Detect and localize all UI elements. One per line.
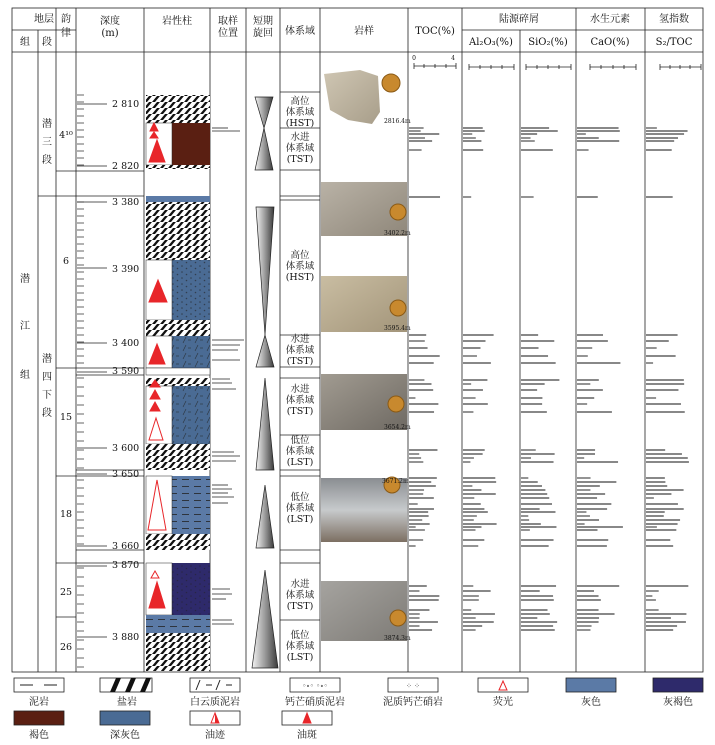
toc-scale-min: 0 — [412, 55, 416, 62]
depth-ticks — [77, 95, 107, 667]
systems-tract-line: (TST) — [286, 356, 314, 367]
header-core: 岩样 — [354, 26, 374, 37]
header-formation: 组 — [20, 37, 30, 48]
legend-label: 褐色 — [29, 730, 49, 741]
systems-tract-label — [286, 333, 315, 367]
rhythm-label: 18 — [59, 509, 73, 520]
header-sampling-2: 位置 — [218, 28, 238, 39]
systems-tract-label — [286, 383, 315, 417]
legend-label: 泥质钙芒硝岩 — [383, 697, 443, 708]
legend-swatch-fluorescence — [478, 678, 528, 692]
legend-swatch-oiltrace — [190, 711, 240, 725]
systems-tract-labels — [286, 95, 315, 663]
systems-tract-line: 高位 — [290, 96, 310, 107]
header-short-cycle-1: 短期 — [253, 16, 273, 27]
depth-label: 3 870 — [112, 560, 140, 571]
member-qian3-label — [42, 117, 52, 166]
depth-label: 3 390 — [112, 264, 140, 275]
header-toc: TOC(%) — [415, 26, 455, 37]
header-short-cycle — [253, 14, 273, 39]
systems-tract-line: (LST) — [286, 457, 314, 468]
core-depth-label: 3402.2m — [384, 230, 411, 237]
sampling-ticks — [212, 128, 244, 624]
header-rhythm-2: 律 — [61, 28, 71, 39]
coin-icon — [390, 610, 406, 626]
depth-label: 3 590 — [112, 366, 140, 377]
formation-char-3: 组 — [20, 370, 30, 381]
header-cao: CaO(%) — [590, 37, 630, 48]
depth-label: 3 660 — [112, 541, 140, 552]
cycle-triangle — [256, 378, 274, 470]
legend-swatch-oilspot — [282, 711, 332, 725]
systems-tract-line: 体系域 — [285, 261, 315, 272]
header-depth-2: (m) — [101, 28, 119, 39]
systems-tract-line: 低位 — [290, 492, 310, 503]
rhythm-label: 6 — [62, 256, 70, 267]
geochemistry-bars — [409, 128, 689, 630]
legend-swatch-mudstone — [14, 678, 64, 692]
core-depth-label: 3654.2m — [384, 424, 411, 431]
legend-label: 盐岩 — [117, 697, 137, 708]
systems-tract-line: 体系域 — [285, 143, 315, 154]
header-hydrogen-index: 氢指数 — [659, 14, 689, 25]
rhythm-label: 4¹⁰ — [59, 130, 73, 141]
systems-tract-line: 水进 — [290, 384, 310, 395]
formation-char-2: 江 — [20, 321, 30, 332]
short-cycle-triangles — [252, 97, 278, 668]
systems-tract-label — [286, 491, 315, 525]
core-depth-label: 3595.4m — [384, 325, 411, 332]
formation-char-1: 潜 — [20, 274, 30, 285]
legend-label: 灰褐色 — [663, 697, 693, 708]
member-qian4x-char-2: 四 — [42, 372, 52, 383]
depth-label: 3 400 — [112, 338, 140, 349]
coin-icon — [382, 74, 400, 92]
systems-tract-line: 体系域 — [285, 590, 315, 601]
legend-label: 油迹 — [205, 730, 225, 741]
formation-label — [20, 272, 30, 381]
svg-text:⁘ ⁘: ⁘ ⁘ — [406, 682, 420, 690]
legend-label: 深灰色 — [110, 730, 140, 741]
systems-tract-line: 高位 — [290, 250, 310, 261]
legend-swatch-gray — [566, 678, 616, 692]
core-photos — [321, 68, 407, 641]
header-depth — [100, 14, 120, 39]
member-qian3-char-3: 段 — [42, 155, 52, 166]
scale-bars — [414, 63, 701, 70]
header-systems-tract: 体系域 — [285, 26, 315, 37]
member-qian4x-label — [42, 352, 52, 419]
cycle-triangle — [256, 207, 274, 335]
rhythm-label: 15 — [59, 412, 73, 423]
core-depth-label: 3671.2m — [382, 478, 409, 485]
core-depth-label: 3874.3m — [384, 635, 411, 642]
systems-tract-line: (LST) — [286, 514, 314, 525]
header-sampling — [218, 14, 238, 39]
cycle-triangle — [255, 128, 273, 170]
systems-tract-line: (LST) — [286, 652, 314, 663]
coin-icon — [390, 300, 406, 316]
systems-tract-line: (HST) — [285, 118, 315, 129]
systems-tract-line: 水进 — [290, 334, 310, 345]
legend-swatch-darkgray — [100, 711, 150, 725]
cycle-triangle — [255, 97, 273, 128]
cycle-triangle — [256, 485, 274, 548]
core-depth-label: 2816.4m — [384, 118, 411, 125]
rhythm-label: 26 — [59, 642, 73, 653]
systems-tract-line: 体系域 — [285, 446, 315, 457]
systems-tract-line: (TST) — [286, 154, 314, 165]
systems-tract-label — [286, 434, 315, 468]
legend-swatch-glauberite — [290, 678, 340, 692]
systems-tract-label — [286, 131, 315, 165]
legend-swatch-salt — [100, 678, 152, 692]
legend-swatch-brown — [14, 711, 64, 725]
systems-tract-label — [286, 578, 315, 612]
header-short-cycle-2: 旋回 — [253, 28, 273, 39]
depth-label: 3 600 — [112, 443, 140, 454]
systems-tract-label — [286, 95, 315, 129]
legend-swatch-graybrown — [653, 678, 703, 692]
systems-tract-line: (HST) — [285, 272, 315, 283]
header-sio2: SiO₂(%) — [528, 37, 568, 48]
systems-tract-line: 体系域 — [285, 641, 315, 652]
cycle-triangle — [252, 570, 278, 668]
depth-label: 3 880 — [112, 632, 140, 643]
depth-label: 3 380 — [112, 197, 140, 208]
rhythm-labels — [59, 130, 73, 653]
member-qian4x-char-1: 潜 — [42, 354, 52, 365]
systems-tract-line: 低位 — [290, 630, 310, 641]
depth-label: 2 810 — [112, 99, 140, 110]
systems-tract-line: 体系域 — [285, 345, 315, 356]
toc-scale-max: 4 — [451, 55, 455, 62]
systems-tract-line: 水进 — [290, 579, 310, 590]
legend — [14, 678, 703, 741]
member-qian4x-char-4: 段 — [42, 408, 52, 419]
systems-tract-line: 体系域 — [285, 107, 315, 118]
member-qian4x-char-3: 下 — [42, 390, 52, 401]
legend-label: 钙芒硝质泥岩 — [285, 697, 345, 708]
legend-label: 油斑 — [297, 730, 317, 741]
systems-tract-line: (TST) — [286, 601, 314, 612]
systems-tract-line: 水进 — [290, 132, 310, 143]
depth-label: 3 650 — [112, 469, 140, 480]
cycle-triangle — [256, 335, 274, 367]
rhythm-label: 25 — [59, 587, 73, 598]
header-al2o3: Al₂O₃(%) — [469, 37, 513, 48]
depth-label: 2 820 — [112, 161, 140, 172]
systems-tract-line: (TST) — [286, 406, 314, 417]
header-depth-1: 深度 — [100, 16, 120, 27]
header-rhythm — [61, 13, 71, 39]
member-qian3-char-2: 三 — [42, 137, 52, 148]
systems-tract-line: 体系域 — [285, 503, 315, 514]
header-lithology: 岩性柱 — [162, 16, 192, 27]
header-stratum: 地层 — [34, 14, 54, 25]
header-rhythm-1: 韵 — [61, 14, 71, 25]
coin-icon — [388, 396, 404, 412]
systems-tract-label — [286, 249, 315, 283]
header-sampling-1: 取样 — [218, 16, 238, 27]
header-s2-toc: S₂/TOC — [655, 37, 693, 48]
systems-tract-label — [286, 629, 315, 663]
systems-tract-line: 体系域 — [285, 395, 315, 406]
systems-tract-line: 低位 — [290, 435, 310, 446]
header-biogenic: 水生元素 — [590, 14, 630, 25]
header-member: 段 — [42, 37, 52, 48]
header-terrigenous: 陆源碎屑 — [499, 14, 539, 25]
legend-swatch-argillaceous — [388, 678, 438, 692]
coin-icon — [390, 204, 406, 220]
legend-label: 泥岩 — [29, 697, 49, 708]
legend-label: 荧光 — [493, 697, 513, 708]
depth-labels — [112, 99, 139, 643]
member-qian3-char-1: 潜 — [42, 119, 52, 130]
legend-label: 灰色 — [581, 697, 601, 708]
svg-text:◦∘◦ ◦∘◦: ◦∘◦ ◦∘◦ — [302, 682, 328, 690]
legend-label: 白云质泥岩 — [190, 697, 240, 708]
legend-swatch-dolomitic — [190, 678, 240, 692]
